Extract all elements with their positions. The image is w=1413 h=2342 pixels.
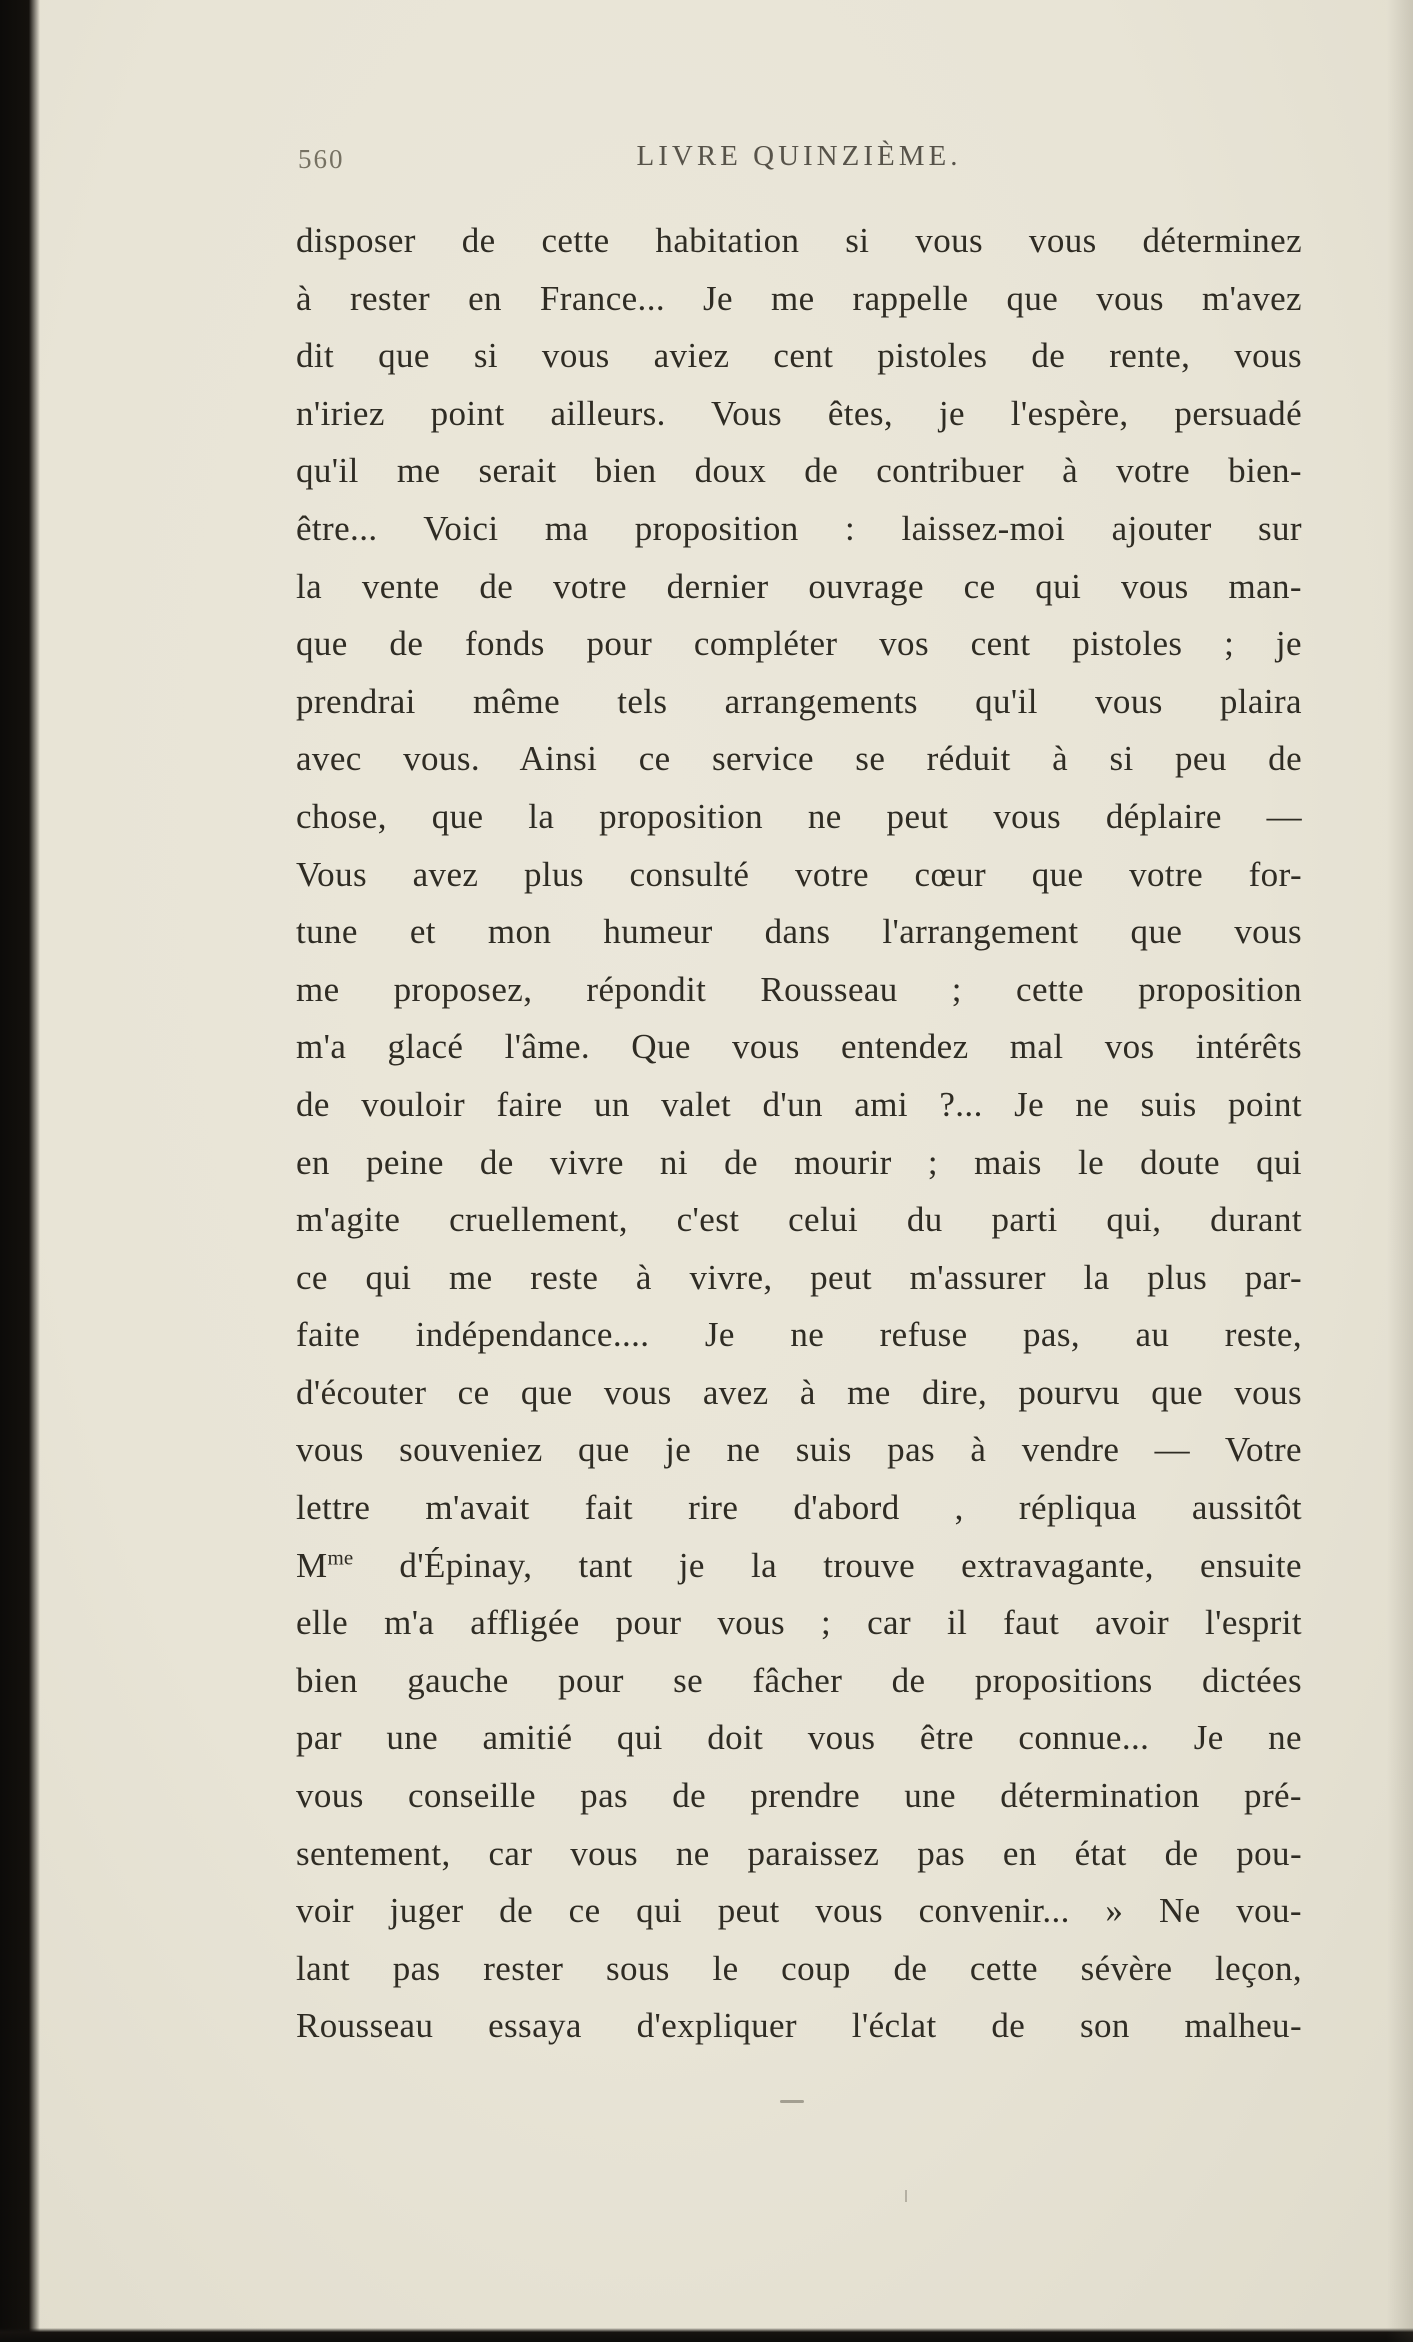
text-line: tune et mon humeur dans l'arrangement que vous <box>296 912 1302 952</box>
text-line: qu'il me serait bien doux de contribuer à votre bien- <box>296 451 1302 491</box>
scan-edge-bottom <box>0 2328 1413 2342</box>
text-line: vous souveniez que je ne suis pas à vendre — Votre <box>296 1430 1302 1470</box>
text-line: bien gauche pour se fâcher de propositions dictées <box>296 1660 1302 1700</box>
text-line: voir juger de ce qui peut vous convenir... » Ne vou- <box>296 1891 1302 1931</box>
scan-shadow-right <box>1387 0 1413 2342</box>
text-line: disposer de cette habitation si vous vous déterminez <box>296 221 1302 260</box>
text-line: me proposez, répondit Rousseau ; cette proposition <box>296 969 1302 1009</box>
text-line: dit que si vous aviez cent pistoles de rente, vous <box>296 336 1302 376</box>
text-line: faite indépendance.... Je ne refuse pas, au reste, <box>296 1315 1302 1355</box>
text-line: être... Voici ma proposition : laissez-moi ajouter sur <box>296 508 1302 548</box>
text-line: vous conseille pas de prendre une détermination pré- <box>296 1776 1302 1816</box>
text-line: à rester en France... Je me rappelle que vous m'avez <box>296 278 1302 318</box>
text-line: $M^{me}$ d'Épinay, tant je la trouve extravagante, ensuite <box>296 1545 1302 1585</box>
text-line: de vouloir faire un valet d'un ami ?... Je ne suis point <box>296 1084 1302 1124</box>
body-text <box>296 212 1302 2055</box>
text-line: elle m'a affligée pour vous ; car il faut avoir l'esprit <box>296 1603 1302 1643</box>
text-line: sentement, car vous ne paraissez pas en état de pou- <box>296 1833 1302 1873</box>
text-line: la vente de votre dernier ouvrage ce qui vous man- <box>296 566 1302 606</box>
text-line: d'écouter ce que vous avez à me dire, pourvu que vous <box>296 1372 1302 1412</box>
text-line: en peine de vivre ni de mourir ; mais le doute qui <box>296 1142 1302 1182</box>
text-line: lant pas rester sous le coup de cette sévère leçon, <box>296 1948 1302 1988</box>
running-title: LIVRE QUINZIÈME. <box>636 140 962 172</box>
text-line: m'agite cruellement, c'est celui du parti qui, durant <box>296 1200 1302 1240</box>
text-line: ce qui me reste à vivre, peut m'assurer la plus par- <box>296 1257 1302 1297</box>
text-line: prendrai même tels arrangements qu'il vous plaira <box>296 681 1302 721</box>
text-line: par une amitié qui doit vous être connue... Je ne <box>296 1718 1302 1758</box>
scan-mark <box>780 2100 804 2103</box>
page-header <box>296 140 1302 182</box>
text-line: chose, que la proposition ne peut vous déplaire — <box>296 796 1302 836</box>
text-line: Vous avez plus consulté votre cœur que votre for- <box>296 854 1302 894</box>
text-line: n'iriez point ailleurs. Vous êtes, je l'espère, persuadé <box>296 393 1302 433</box>
text-line: que de fonds pour compléter vos cent pistoles ; je <box>296 624 1302 664</box>
text-line: avec vous. Ainsi ce service se réduit à si peu de <box>296 739 1302 779</box>
page-number: 560 <box>298 144 345 174</box>
scan-mark <box>905 2190 907 2202</box>
text-line: m'a glacé l'âme. Que vous entendez mal vos intérêts <box>296 1027 1302 1067</box>
text-line: Rousseau essaya d'expliquer l'éclat de son malheu- <box>296 2006 1302 2046</box>
scan-edge-left <box>0 0 40 2342</box>
text-line: lettre m'avait fait rire d'abord , répliqua aussitôt <box>296 1488 1302 1528</box>
